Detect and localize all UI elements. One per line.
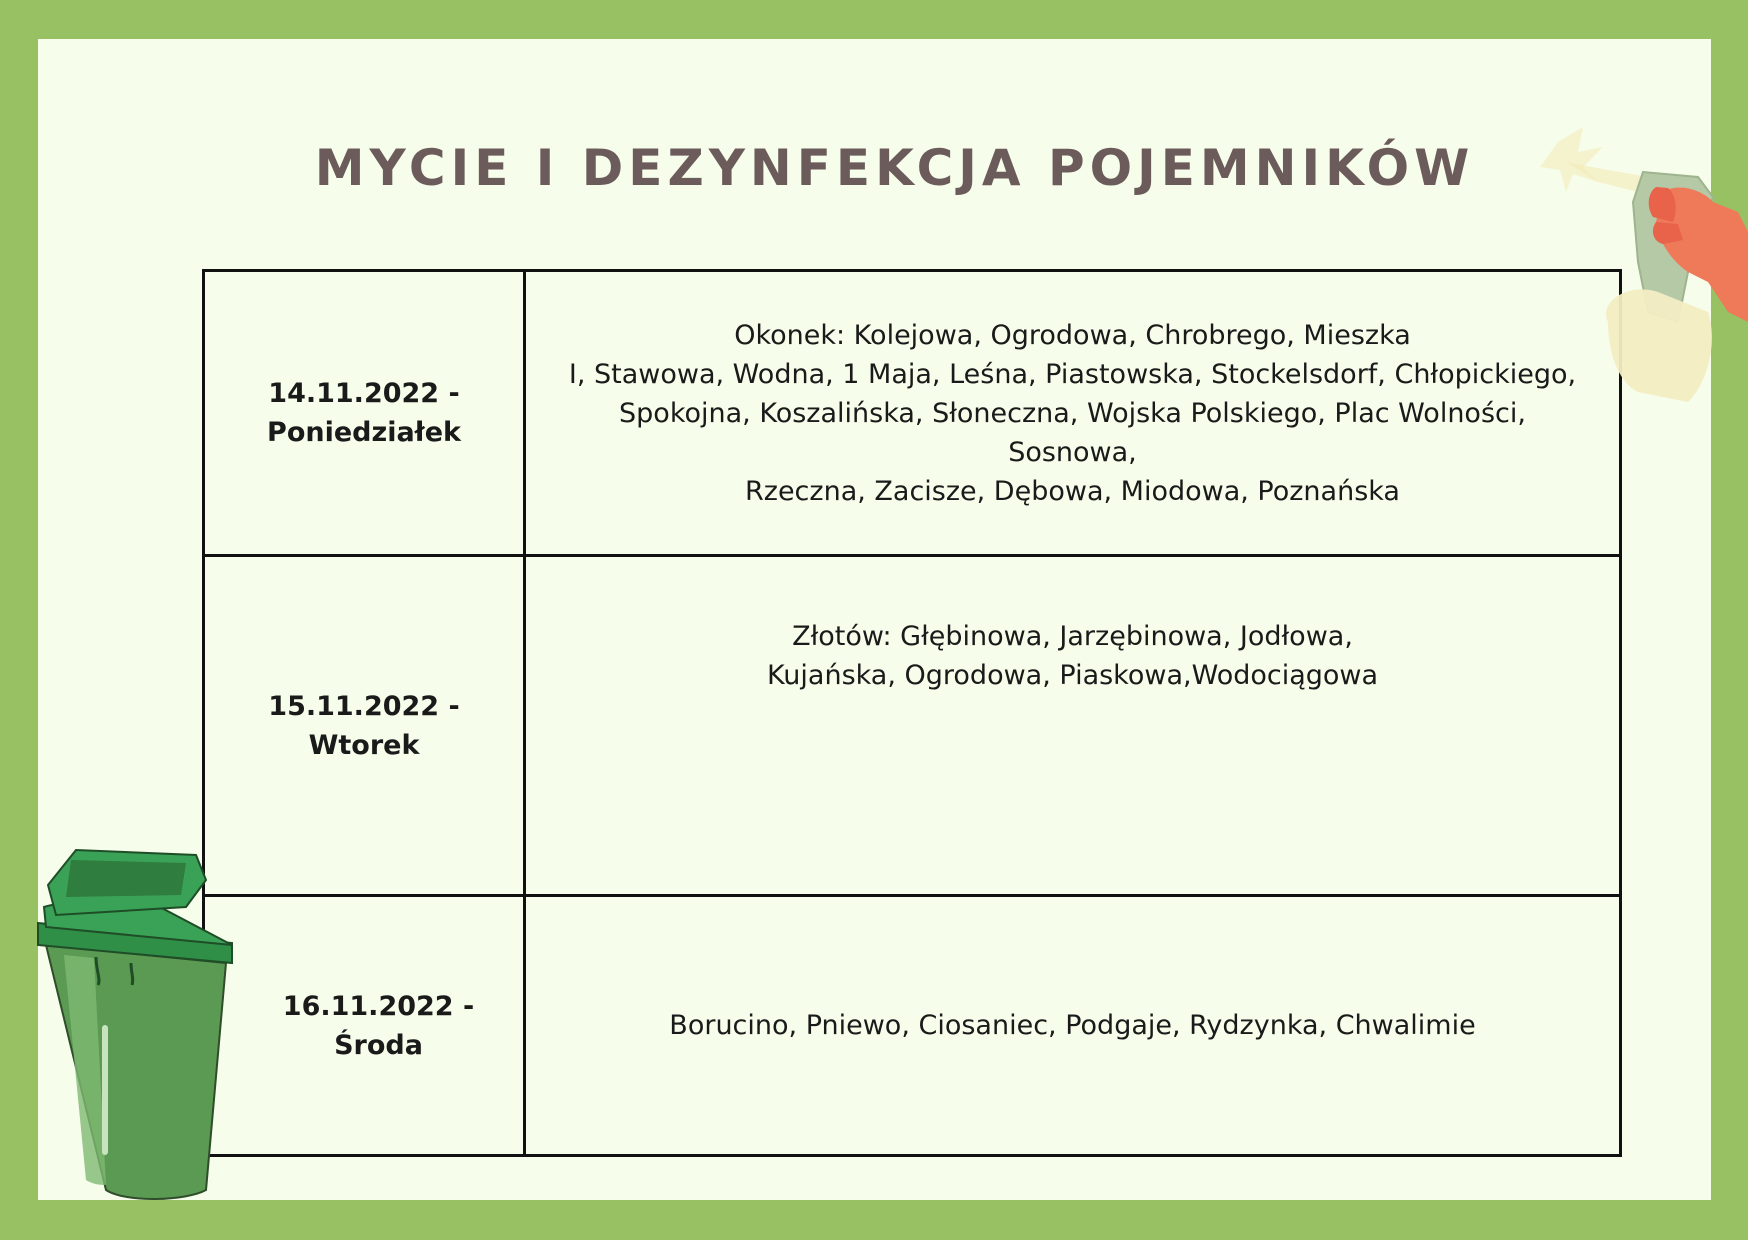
page-title: MYCIE I DEZYNFEKCJA POJEMNIKÓW [314, 139, 1475, 197]
streets-line: Kujańska, Ogrodowa, Piaskowa,Wodociągowa [766, 660, 1379, 691]
date-cell [204, 896, 525, 1156]
streets-cell [525, 896, 1621, 1156]
streets-line: Złotów: Głębinowa, Jarzębinowa, Jodłowa, [792, 621, 1353, 652]
table-row [204, 896, 1621, 1156]
streets-line: Spokojna, Koszalińska, Słoneczna, Wojska Polskiego, Plac Wolności, Sosnowa, [619, 397, 1526, 468]
day-label: Poniedziałek [267, 417, 461, 448]
streets-line: I, Stawowa, Wodna, 1 Maja, Leśna, Piastowska, Stockelsdorf, Chłopickiego, [568, 358, 1577, 390]
date-label: 14.11.2022 - [268, 378, 460, 409]
poster-card [38, 39, 1711, 1200]
date-cell [204, 271, 525, 556]
streets-line: Borucino, Pniewo, Ciosaniec, Podgaje, Rydzynka, Chwalimie [669, 1010, 1476, 1041]
day-label: Środa [334, 1029, 423, 1061]
table-row [204, 271, 1621, 556]
streets-cell [525, 271, 1621, 556]
date-cell [204, 556, 525, 896]
date-label: 16.11.2022 - [282, 990, 475, 1022]
schedule-table [202, 269, 1622, 1157]
day-label: Wtorek [308, 729, 420, 761]
streets-line: Rzeczna, Zacisze, Dębowa, Miodowa, Poznańska [745, 475, 1400, 507]
table-row [204, 556, 1621, 896]
date-label: 15.11.2022 - [268, 690, 460, 722]
streets-cell [525, 556, 1621, 896]
streets-line: Okonek: Kolejowa, Ogrodowa, Chrobrego, Mieszka [734, 319, 1411, 351]
spray-bottle-icon [1538, 122, 1748, 442]
green-waste-bin-icon [36, 845, 236, 1205]
